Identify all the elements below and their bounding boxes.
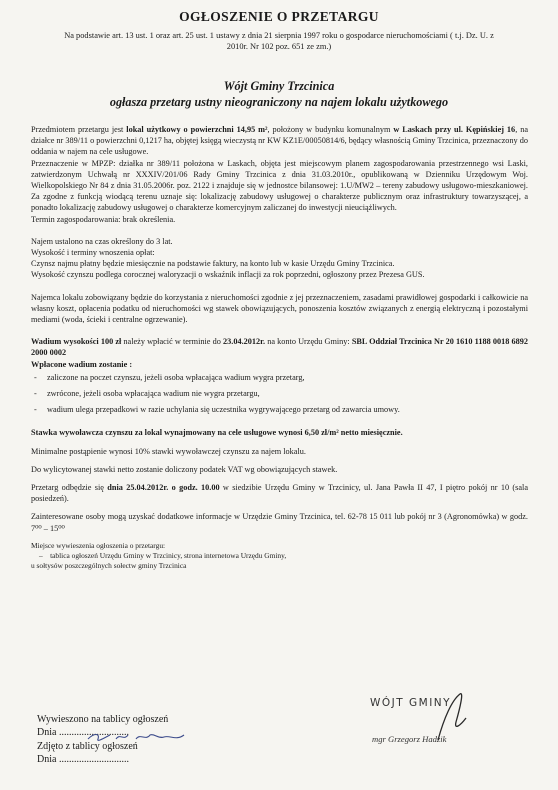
obligations: Najemca lokalu zobowiązany będzie do korzystania z nieruchomości zgodnie z jej przeznaczeniem, zasadami prawidłowej gospodarki i całkowicie na własny koszt, opłacenia podatku od nieruchomości wg stawek obowiązujących, ponoszenia kosztów związanych z energią elektryczną i pozostałymi mediami (woda, ścieki i centralne ogrzewanie). xyxy=(31,292,528,325)
publication-line-1: – tablica ogłoszeń Urzędu Gminy w Trzcinicy, strona internetowa Urzędu Gminy, xyxy=(39,550,287,560)
contact-paragraph: Zainteresowane osoby mogą uzyskać dodatkowe informacje w Urzędzie Gminy Trzcinica, tel. 62-78 15 011 lub pokój nr 3 (Agronomówka) w godz. 7⁰⁰ – 15⁰⁰ xyxy=(31,512,528,533)
list-item: - zaliczone na poczet czynszu, jeżeli osoba wpłacająca wadium wygra przetarg, xyxy=(31,372,528,383)
page-title: OGŁOSZENIE O PRZETARGU xyxy=(179,9,379,24)
minimum-bid: Minimalne postąpienie wynosi 10% stawki wywoławczej czynszu za najem lokalu. xyxy=(31,446,306,456)
publication-line-2: u sołtysów poszczególnych sołectw gminy Trzcinica xyxy=(31,560,187,570)
removed-label: Zdjęto z tablicy ogłoszeń xyxy=(37,740,138,752)
rent-terms: Czynsz najmu płatny będzie miesięcznie na podstawie faktury, na konto lub w kasie Urzędu Gminy Trzcinica. xyxy=(31,259,395,269)
list-item: - zwrócone, jeżeli osoba wpłacająca wadium nie wygra przetargu, xyxy=(31,388,528,399)
publication-block xyxy=(31,541,528,571)
deposit-list xyxy=(31,372,528,416)
signatory-name: mgr Grzegorz Hadzik xyxy=(372,734,447,744)
announcement-body xyxy=(31,124,528,571)
announcement-line: ogłasza przetarg ustny nieograniczony na najem lokalu użytkowego xyxy=(109,95,449,109)
subject-paragraph: Przedmiotem przetargu jest lokal użytkowy o powierzchni 14,95 m², położony w budynku komunalnym w Laskach przy ul. Kępińskiej 16, na działce nr 389/11 o powierzchni 0,1217 ha, objętej księgą wieczystą nr KW KZ1E/00050814/6, będący własnością Gminy Trzcinica, przeznaczony do oddania w najem na cele usługowe. xyxy=(31,125,528,157)
list-item: - wadium ulega przepadkowi w razie uchylania się uczestnika wygrywającego przetarg od zawarcia umowy. xyxy=(31,404,528,415)
official-stamp: WÓJT GMINY xyxy=(370,697,452,709)
valorization: Wysokość czynszu podlega corocznej waloryzacji o wskaźnik inflacji za rok poprzedni, ogłoszony przez Prezesa GUS. xyxy=(31,270,425,280)
handwritten-date-icon xyxy=(84,729,194,745)
mpzp-paragraph: Przeznaczenie w MPZP: działka nr 389/11 położona w Laskach, objęta jest miejscowym planem zagospodarowania przestrzennego wsi Laski, zatwierdzonym Uchwałą nr XXXIV/201/06 Rady Gminy Trzcinica z dnia 31.03.2010r., opublikowaną w Dzienniku Urzędowym Woj. Wielkopolskiego Nr 84 z dnia 31.05.2006r. poz. 2122 i znajduje się w jednostce bilansowej: 1.U/MW2 – tereny zabudowy usługowo-mieszkaniowej. Za zgodne z funkcją wiodącą terenu uznaje się: lokalizację zabudowy usługowej o charakterze publicznym oraz infrastruktury towarzyszącej, a ponadto lokalizację zabudowy usługowej o charakterze komercyjnym zaliczanej do inwestycji nieuciążliwych. xyxy=(31,158,528,213)
publication-heading: Miejsce wywieszenia ogłoszenia o przetargu: xyxy=(31,540,166,550)
starting-rent: Stawka wywoławcza czynszu za lokal wynajmowany na cele usługowe wynosi 6,50 zł/m² netto miesięcznie. xyxy=(31,428,403,438)
auction-paragraph: Przetarg odbędzie się dnia 25.04.2012r. o godz. 10.00 w siedzibie Urzędu Gminy w Trzcinicy, ul. Jana Pawła II 47, I piętro pokój nr 10 (sala posiedzeń). xyxy=(31,483,529,504)
issuer: Wójt Gminy Trzcinica xyxy=(223,79,335,93)
development-date: Termin zagospodarowania: brak określenia. xyxy=(31,214,176,224)
issuer-header xyxy=(0,78,558,110)
lease-term: Najem ustalono na czas określony do 3 lat. xyxy=(31,236,173,246)
posted-label: Wywieszono na tablicy ogłoszeń xyxy=(37,714,169,725)
posted-date-line: Dnia ............................ xyxy=(37,727,129,739)
vat-note: Do wylicytowanej stawki netto zostanie doliczony podatek VAT wg obowiązujących stawek. xyxy=(31,464,338,474)
deposit-heading: Wpłacone wadium zostanie : xyxy=(31,359,133,369)
removed-date-line: Dnia ............................ xyxy=(37,754,129,766)
rent-terms-heading: Wysokość i terminy wnoszenia opłat: xyxy=(31,248,155,258)
legal-basis: Na podstawie art. 13 ust. 1 oraz art. 25 ust. 1 ustawy z dnia 21 sierpnia 1997 roku o gospodarce nieruchomościami ( t.j. Dz. U. z 2010r. Nr 102 poz. 651 ze zm.) xyxy=(64,31,494,51)
deposit-paragraph: Wadium wysokości 100 zł należy wpłacić w terminie do 23.04.2012r. na konto Urzędu Gminy: SBL Oddział Trzcinica Nr 20 1610 1188 0018 6892 2000 0002 xyxy=(31,337,528,358)
